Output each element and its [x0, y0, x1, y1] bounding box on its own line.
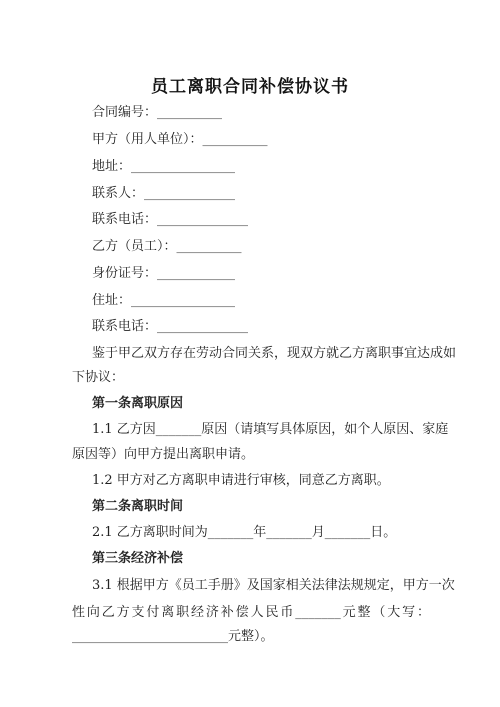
clause-1-2: 1.2 甲方对乙方离职申请进行审核，同意乙方离职。: [92, 473, 390, 488]
contract-number-field: 合同编号：__________: [92, 105, 223, 120]
party-a-field: 甲方（用人单位）：__________: [92, 132, 268, 147]
party-b-id-field: 身份证号：____________: [92, 266, 236, 281]
clause-3-1-line-3: ________________________元整）。: [72, 629, 274, 644]
party-b-phone-field: 联系电话：______________: [92, 319, 249, 334]
intro-line-1: 鉴于甲乙双方存在劳动合同关系，现双方就乙方离职事宜达成如: [92, 346, 457, 361]
party-b-field: 乙方（员工）：__________: [92, 239, 242, 254]
clause-3-1-line-1: 3.1 根据甲方《员工手册》及国家相关法律法规规定，甲方一次: [92, 578, 455, 593]
clause-1-1-line-1: 1.1 乙方因_______原因（请填写具体原因，如个人原因、家庭: [92, 422, 449, 437]
section-3-heading: 第三条经济补偿: [92, 551, 184, 566]
clause-2-1: 2.1 乙方离职时间为_______年_______月_______日。: [92, 525, 397, 540]
clause-1-1-line-2: 原因等）向甲方提出离职申请。: [72, 447, 255, 462]
section-1-heading: 第一条离职原因: [92, 396, 184, 411]
section-2-heading: 第二条离职时间: [92, 499, 184, 514]
party-b-address-field: 住址：________________: [92, 293, 236, 308]
clause-3-1-line-2: 性向乙方支付离职经济补偿人民币_______元整（大写：: [72, 605, 430, 620]
intro-line-2: 下协议：: [72, 370, 125, 385]
document-title: 员工离职合同补偿协议书: [151, 77, 349, 97]
party-a-phone-field: 联系电话：______________: [92, 212, 249, 227]
party-a-contact-field: 联系人：______________: [92, 186, 236, 201]
party-a-address-field: 地址：________________: [92, 159, 236, 174]
